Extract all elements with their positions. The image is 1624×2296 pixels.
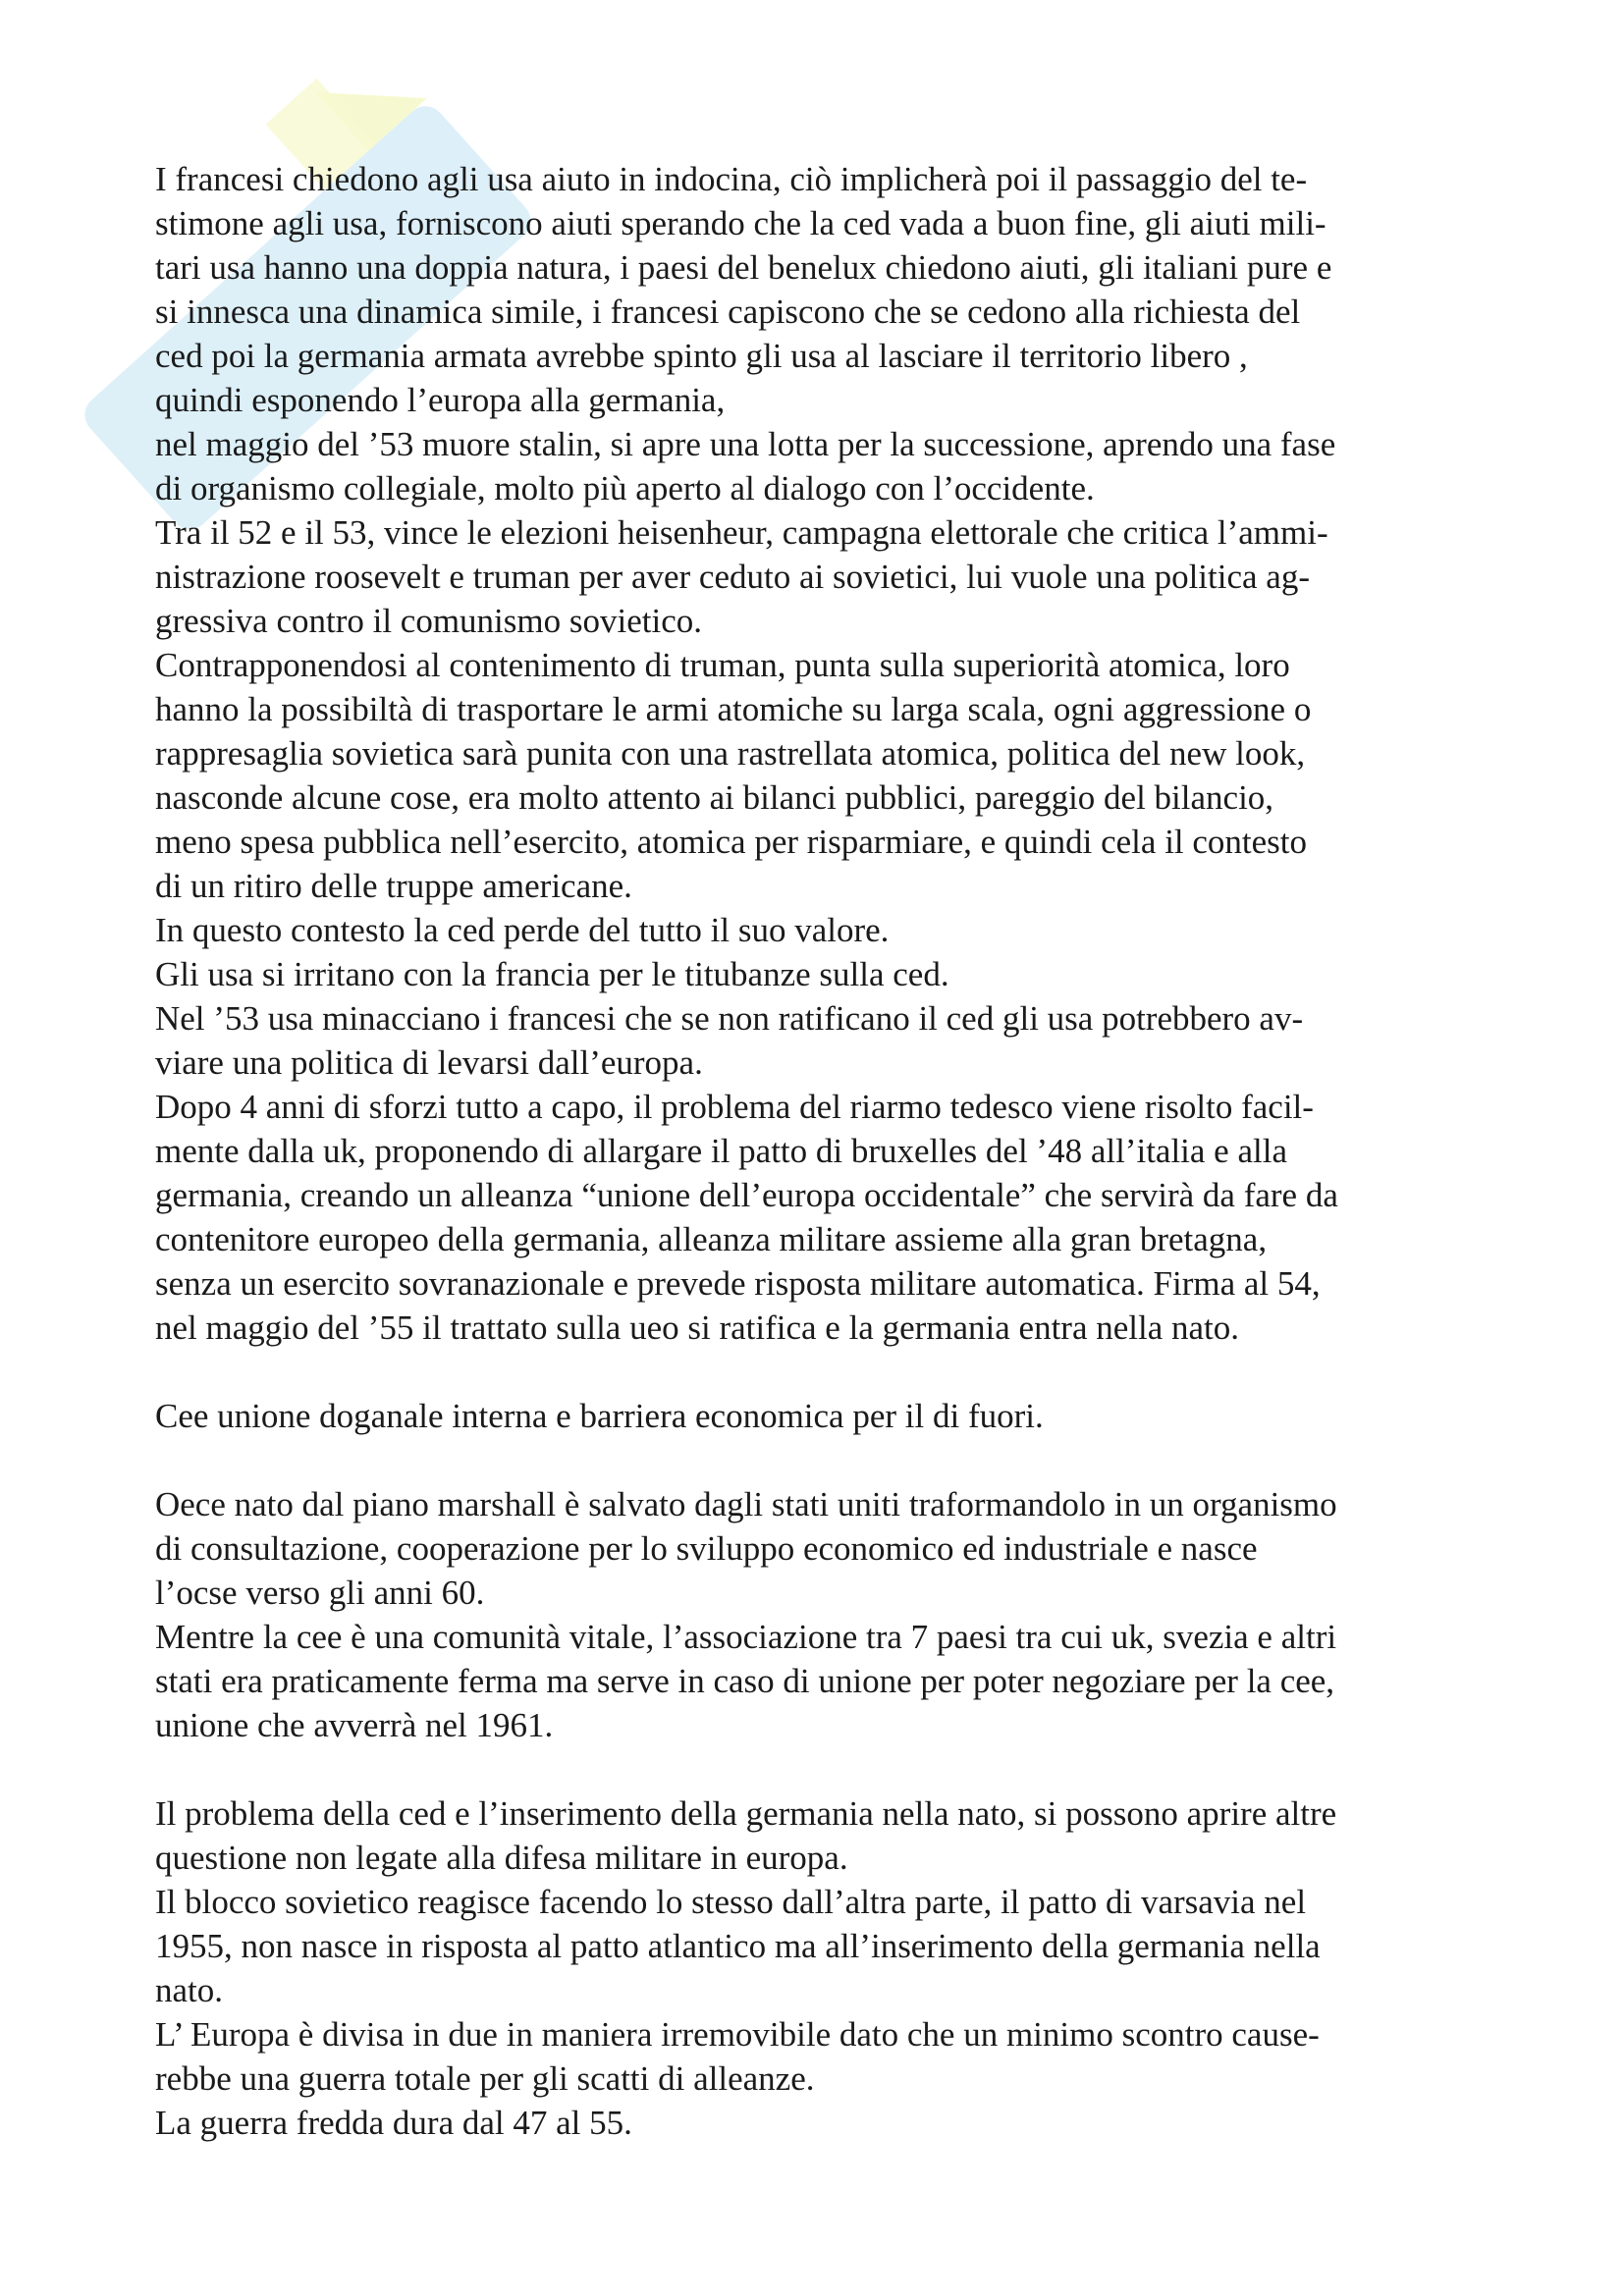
text-line: Tra il 52 e il 53, vince le elezioni heisenheur, campagna elettorale che critica l’ammi-: [155, 513, 1328, 552]
text-line: viare una politica di levarsi dall’europa.: [155, 1043, 703, 1082]
text-line: L’ Europa è divisa in due in maniera irremovibile dato che un minimo scontro cause-: [155, 2015, 1320, 2054]
text-line: di un ritiro delle truppe americane.: [155, 867, 632, 905]
text-line: Mentre la cee è una comunità vitale, l’associazione tra 7 paesi tra cui uk, svezia e altri: [155, 1618, 1337, 1656]
text-line: Contrapponendosi al contenimento di truman, punta sulla superiorità atomica, loro: [155, 646, 1290, 684]
document-body: [155, 157, 1490, 2145]
text-line: stimone agli usa, forniscono aiuti sperando che la ced vada a buon fine, gli aiuti mili-: [155, 204, 1326, 242]
text-line: nistrazione roosevelt e truman per aver ceduto ai sovietici, lui vuole una politica ag-: [155, 558, 1310, 596]
paragraph-gap: [155, 1747, 1490, 1791]
text-line: nel maggio del ’55 il trattato sulla ueo si ratifica e la germania entra nella nato.: [155, 1308, 1240, 1347]
text-line: meno spesa pubblica nell’esercito, atomica per risparmiare, e quindi cela il contesto: [155, 823, 1308, 861]
text-line: I francesi chiedono agli usa aiuto in indocina, ciò implicherà poi il passaggio del te-: [155, 160, 1308, 198]
text-line: gressiva contro il comunismo sovietico.: [155, 602, 702, 640]
text-line: unione che avverrà nel 1961.: [155, 1706, 554, 1744]
text-line: nel maggio del ’53 muore stalin, si apre una lotta per la successione, aprendo una fase: [155, 425, 1336, 463]
text-line: nasconde alcune cose, era molto attento ai bilanci pubblici, pareggio del bilancio,: [155, 778, 1274, 817]
text-line: tari usa hanno una doppia natura, i paesi del benelux chiedono aiuti, gli italiani pure e: [155, 248, 1332, 287]
text-line: ced poi la germania armata avrebbe spinto gli usa al lasciare il territorio libero ,: [155, 337, 1248, 375]
text-line: rappresaglia sovietica sarà punita con una rastrellata atomica, politica del new look,: [155, 734, 1306, 773]
text-line: rebbe una guerra totale per gli scatti di alleanze.: [155, 2059, 815, 2098]
text-line: stati era praticamente ferma ma serve in caso di unione per poter negoziare per la cee,: [155, 1662, 1335, 1700]
text-line: Il problema della ced e l’inserimento della germania nella nato, si possono aprire altre: [155, 1794, 1337, 1833]
paragraph-4: [155, 1791, 1490, 2145]
paragraph-gap: [155, 1438, 1490, 1482]
text-line: Nel ’53 usa minacciano i francesi che se non ratificano il ced gli usa potrebbero av-: [155, 999, 1304, 1038]
text-line: l’ocse verso gli anni 60.: [155, 1574, 485, 1612]
paragraph-gap: [155, 1350, 1490, 1394]
text-line: Cee unione doganale interna e barriera economica per il di fuori.: [155, 1397, 1044, 1435]
text-line: si innesca una dinamica simile, i francesi capiscono che se cedono alla richiesta del: [155, 293, 1301, 331]
text-line: hanno la possibiltà di trasportare le armi atomiche su larga scala, ogni aggressione o: [155, 690, 1312, 728]
text-line: Il blocco sovietico reagisce facendo lo stesso dall’altra parte, il patto di varsavia nel: [155, 1883, 1307, 1921]
text-line: contenitore europeo della germania, alleanza militare assieme alla gran bretagna,: [155, 1220, 1268, 1258]
text-line: questione non legate alla difesa militare in europa.: [155, 1839, 848, 1877]
text-line: Oece nato dal piano marshall è salvato dagli stati uniti traformandolo in un organismo: [155, 1485, 1337, 1523]
text-line: di organismo collegiale, molto più aperto al dialogo con l’occidente.: [155, 469, 1095, 507]
text-line: germania, creando un alleanza “unione dell’europa occidentale” che servirà da fare da: [155, 1176, 1338, 1214]
paragraph-3: [155, 1482, 1490, 1747]
text-line: In questo contesto la ced perde del tutto il suo valore.: [155, 911, 890, 949]
text-line: senza un esercito sovranazionale e prevede risposta militare automatica. Firma al 54,: [155, 1264, 1321, 1303]
text-line: Gli usa si irritano con la francia per le titubanze sulla ced.: [155, 955, 949, 993]
text-line: di consultazione, cooperazione per lo sviluppo economico ed industriale e nasce: [155, 1529, 1258, 1568]
paragraph-1: [155, 157, 1490, 1350]
text-line: mente dalla uk, proponendo di allargare il patto di bruxelles del ’48 all’italia e alla: [155, 1132, 1287, 1170]
text-line: Dopo 4 anni di sforzi tutto a capo, il problema del riarmo tedesco viene risolto facil-: [155, 1088, 1314, 1126]
text-line: nato.: [155, 1971, 224, 2009]
text-line: 1955, non nasce in risposta al patto atlantico ma all’inserimento della germania nella: [155, 1927, 1321, 1965]
text-line: quindi esponendo l’europa alla germania,: [155, 381, 726, 419]
text-line: La guerra fredda dura dal 47 al 55.: [155, 2104, 632, 2142]
paragraph-2: [155, 1394, 1490, 1438]
